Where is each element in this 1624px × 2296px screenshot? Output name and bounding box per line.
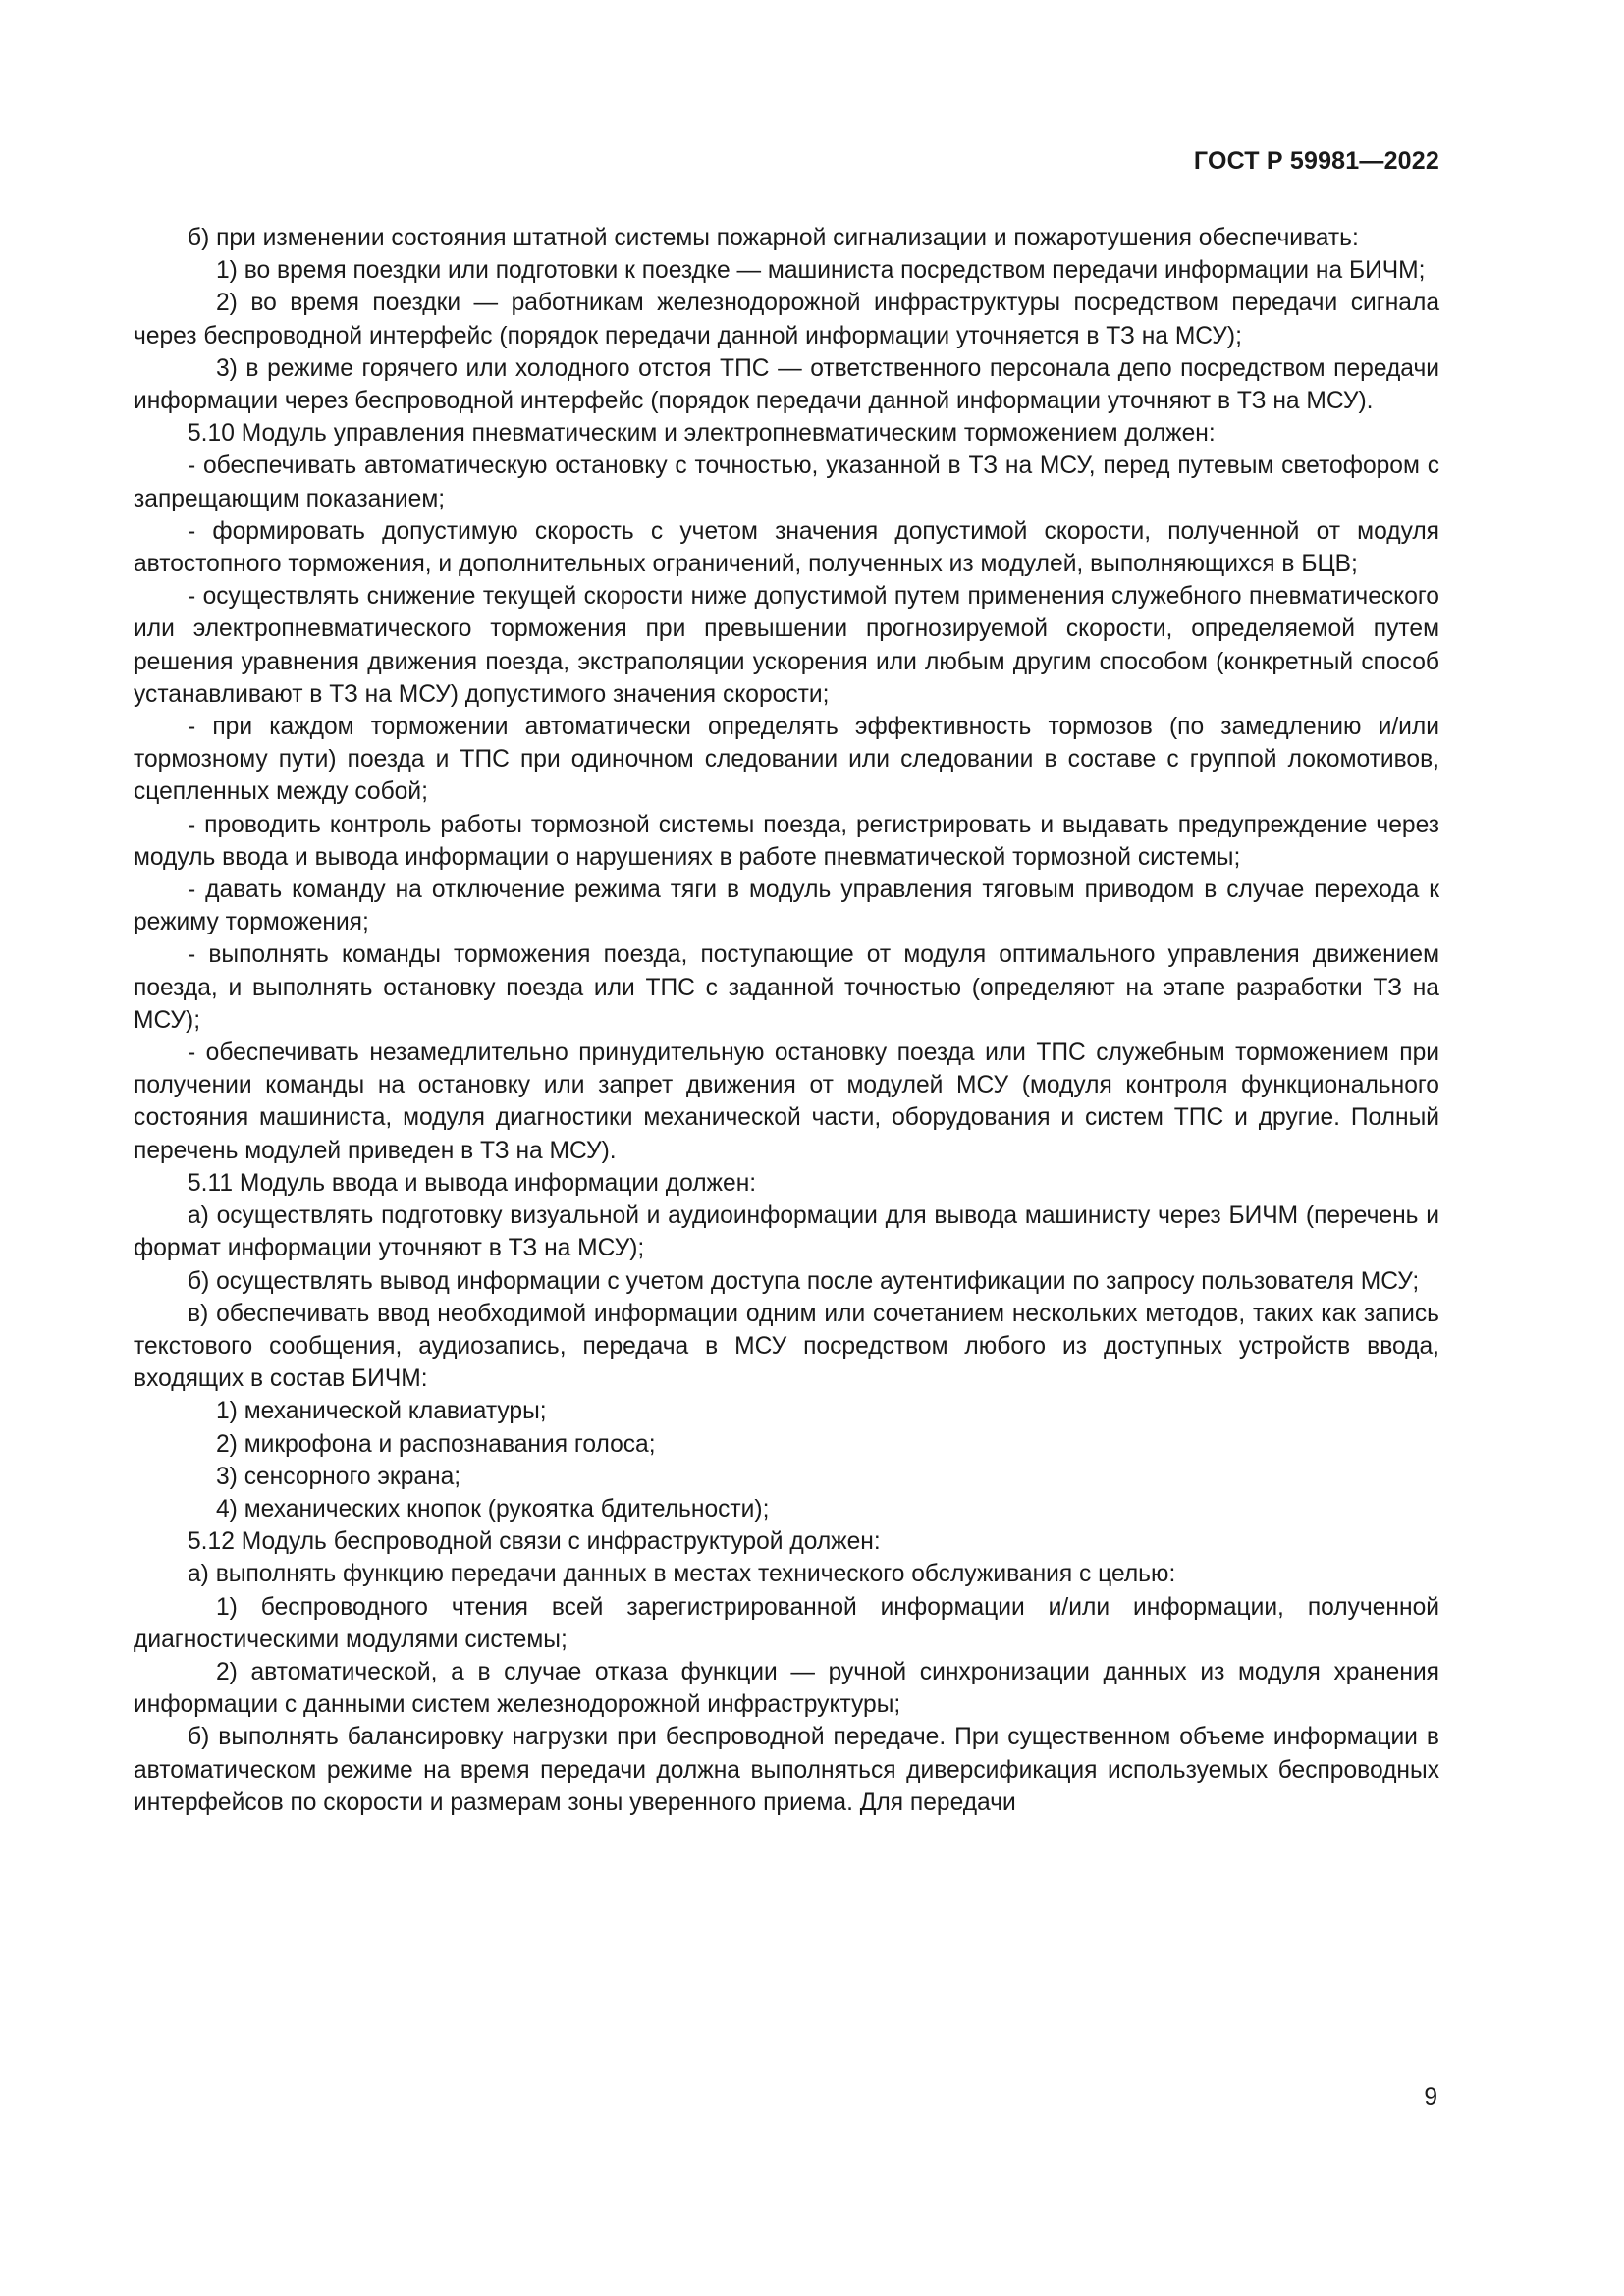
- list-item: б) осуществлять вывод информации с учетом доступа после аутентификации по запросу пользователя МСУ;: [188, 1267, 1420, 1295]
- list-item: - осуществлять снижение текущей скорости ниже допустимой путем применения служебного пневматического или электропневматического торможения при превышении прогнозируемой скорости, определяемой путем решения уравнения движения поезда, экстраполяции ускорения или любым другим способом (конкретный способ устанавливают в ТЗ на МСУ) допустимого значения скорости;: [134, 583, 1439, 708]
- list-item: в) обеспечивать ввод необходимой информации одним или сочетанием нескольких методов, таких как запись текстового сообщения, аудиозапись, передача в МСУ посредством любого из доступных устройств ввода, входящих в состав БИЧМ:: [134, 1300, 1439, 1393]
- sub-list-item: 1) беспроводного чтения всей зарегистрированной информации и/или информации, полученной диагностическими модулями системы;: [134, 1593, 1439, 1653]
- page-number: 9: [1424, 2084, 1437, 2110]
- sub-list-item: 2) автоматической, а в случае отказа функции — ручной синхронизации данных из модуля хранения информации с данными систем железнодорожной инфраструктуры;: [134, 1658, 1439, 1719]
- paragraph: 2) во время поездки — работникам железнодорожной инфраструктуры посредством передачи сигнала через беспроводной интерфейс (порядок передачи данной информации уточняется в ТЗ на МСУ);: [134, 290, 1439, 349]
- paragraph: 3) в режиме горячего или холодного отстоя ТПС — ответственного персонала депо посредством передачи информации через беспроводной интерфейс (порядок передачи данной информации уточняют в ТЗ на МСУ).: [134, 354, 1439, 415]
- list-item: - выполнять команды торможения поезда, поступающие от модуля оптимального управления движением поезда, и выполнять остановку поезда или ТПС с заданной точностью (определяют на этапе разработки ТЗ на МСУ);: [134, 941, 1439, 1034]
- list-item: а) выполнять функцию передачи данных в местах технического обслуживания с целью:: [188, 1561, 1176, 1588]
- list-item: б) выполнять балансировку нагрузки при беспроводной передаче. При существенном объеме информации в автоматическом режиме на время передачи должна выполняться диверсификация используемых беспроводных интерфейсов по скорости и размерам зоны уверенного приема. Для передачи: [134, 1724, 1439, 1816]
- paragraph: б) при изменении состояния штатной системы пожарной сигнализации и пожаротушения обеспечивать:: [188, 225, 1359, 251]
- paragraph: 1) во время поездки или подготовки к поездке — машиниста посредством передачи информации на БИЧМ;: [216, 257, 1426, 285]
- sub-list-item: 1) механической клавиатуры;: [216, 1398, 547, 1425]
- document-code-header: ГОСТ Р 59981—2022: [1193, 147, 1439, 175]
- document-body: [134, 222, 1439, 1819]
- list-item: а) осуществлять подготовку визуальной и аудиоинформации для вывода машинисту через БИЧМ (перечень и формат информации уточняют в ТЗ на МСУ);: [134, 1202, 1439, 1262]
- section-heading-5-11: 5.11 Модуль ввода и вывода информации должен:: [188, 1169, 757, 1197]
- list-item: - при каждом торможении автоматически определять эффективность тормозов (по замедлению и/или тормозному пути) поезда и ТПС при одиночном следовании или следовании в составе с группой локомотивов, сцепленных между собой;: [134, 714, 1439, 806]
- sub-list-item: 2) микрофона и распознавания голоса;: [216, 1430, 656, 1458]
- list-item: - обеспечивать автоматическую остановку с точностью, указанной в ТЗ на МСУ, перед путевым светофором с запрещающим показанием;: [134, 453, 1439, 512]
- sub-list-item: 3) сенсорного экрана;: [216, 1463, 461, 1490]
- list-item: - проводить контроль работы тормозной системы поезда, регистрировать и выдавать предупреждение через модуль ввода и вывода информации о нарушениях в работе пневматической тормозной системы;: [134, 811, 1439, 871]
- sub-list-item: 4) механических кнопок (рукоятка бдительности);: [216, 1495, 770, 1522]
- section-heading-5-10: 5.10 Модуль управления пневматическим и электропневматическим торможением должен:: [188, 420, 1216, 448]
- list-item: - давать команду на отключение режима тяги в модуль управления тяговым приводом в случае перехода к режиму торможения;: [134, 877, 1439, 936]
- list-item: - обеспечивать незамедлительно принудительную остановку поезда или ТПС служебным торможением при получении команды на остановку или запрет движения от модулей МСУ (модуля контроля функционального состояния машиниста, модуля диагностики механической части, оборудования и систем ТПС и другие. Полный перечень модулей приведен в ТЗ на МСУ).: [134, 1040, 1439, 1164]
- list-item: - формировать допустимую скорость с учетом значения допустимой скорости, полученной от модуля автостопного торможения, и дополнительных ограничений, полученных из модулей, выполняющихся в БЦВ;: [134, 517, 1439, 578]
- section-heading-5-12: 5.12 Модуль беспроводной связи с инфраструктурой должен:: [188, 1528, 881, 1556]
